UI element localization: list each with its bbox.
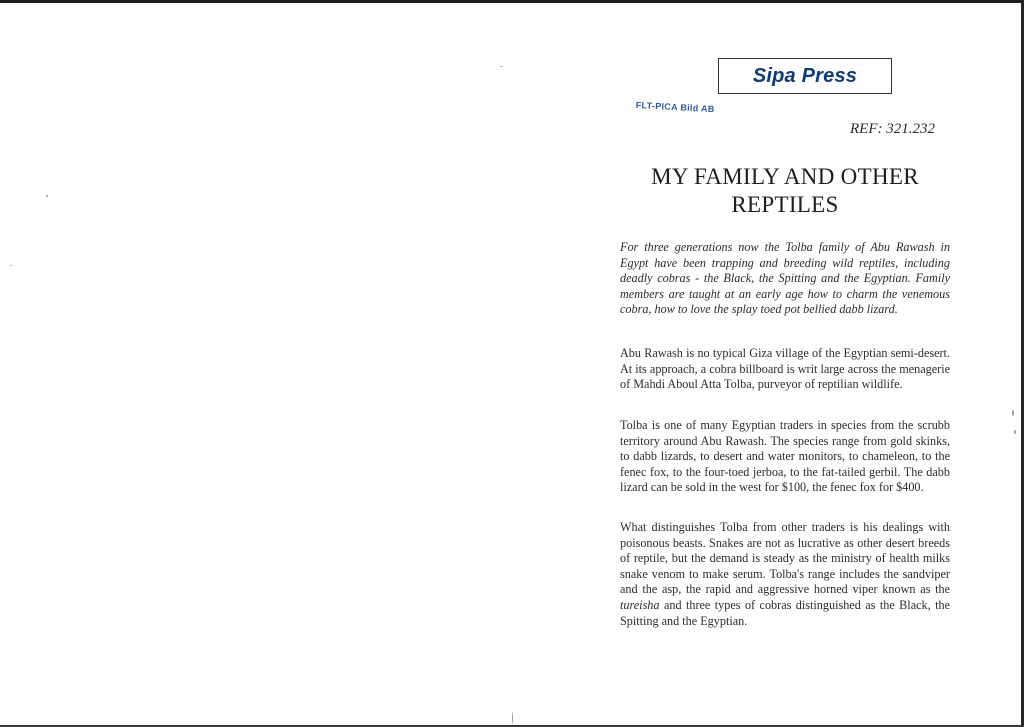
dust-speck bbox=[10, 265, 12, 266]
paragraph-4-text: What distinguishes Tolba from other traders is his dealings with poisonous beasts. Snakes are not as lucrative as other desert breeds of reptile, but the demand is steady as the ministry of health milks snake venom to make serum. Tolba's range includes the sandviper and the asp, the rapid and aggressive horned viper known as the bbox=[620, 520, 950, 597]
dust-speck bbox=[1014, 430, 1016, 434]
sipa-press-logo bbox=[718, 58, 892, 94]
reference-number: REF: 321.232 bbox=[850, 121, 935, 137]
dust-speck bbox=[512, 712, 513, 724]
agency-stamp: FLT-PICA Bild AB bbox=[635, 100, 715, 115]
paragraph-4-italic-term: tureisha bbox=[620, 597, 660, 612]
body-paragraph-4 bbox=[620, 520, 950, 629]
dust-speck bbox=[500, 66, 503, 67]
logo-text: Sipa Press bbox=[752, 64, 858, 87]
dust-speck bbox=[1012, 410, 1014, 416]
paragraph-4-text-end: and three types of cobras distinguished as the Black, the Spitting and the Egyptian. bbox=[620, 597, 950, 628]
dust-speck bbox=[46, 195, 48, 197]
scan-edge-top bbox=[0, 0, 1024, 3]
lead-paragraph: For three generations now the Tolba family of Abu Rawash in Egypt have been trapping and breeding wild reptiles, including deadly cobras - the Black, the Spitting and the Egyptian. Family members are taught at an early age how to charm the venemous cobra, how to love the splay toed pot bellied dabb lizard. bbox=[620, 240, 950, 317]
body-paragraph-2: Abu Rawash is no typical Giza village of the Egyptian semi-desert. At its approach, a cobra billboard is writ large across the menagerie of Mahdi Aboul Atta Tolba, purveyor of reptilian wildlife. bbox=[620, 346, 950, 392]
article-title: MY FAMILY AND OTHER REPTILES bbox=[651, 164, 919, 217]
body-paragraph-3: Tolba is one of many Egyptian traders in species from the scrubb territory around Abu Rawash. The species range from gold skinks, to dabb lizards, to desert and water monitors, to chameleon, to the fenec fox, to the four-toed jerboa, to the fat-tailed gerbil. The dabb lizard can be sold in the west for $100, the fenec fox for $400. bbox=[620, 418, 950, 495]
